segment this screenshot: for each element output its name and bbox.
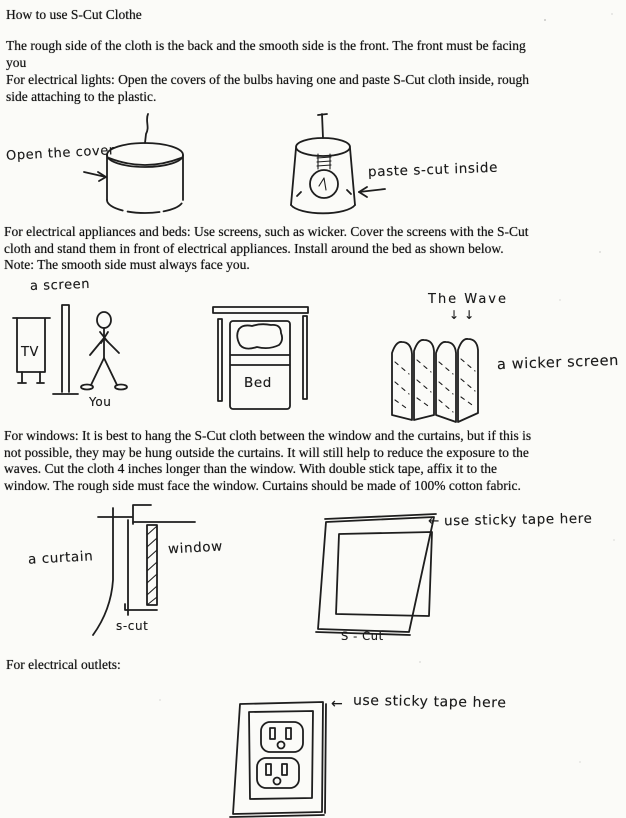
- text-line: waves. Cut the cloth 4 inches longer than the window. With double stick tape, affix it to the: [4, 461, 497, 477]
- lamp-cord: [145, 114, 148, 143]
- person-stick-figure: [81, 312, 127, 390]
- text-line: The rough side of the cloth is the back and the smooth side is the front. The front must be facing: [6, 38, 526, 53]
- text-line: you: [6, 54, 27, 70]
- outlets-heading: For electrical outlets:: [6, 657, 121, 672]
- appliances-paragraph: [4, 224, 528, 274]
- sticky-tape-outlet-label: use sticky tape here: [352, 692, 507, 712]
- a-screen-label: a screen: [29, 276, 91, 295]
- bed-label: Bed: [244, 375, 272, 391]
- left-arrow-icon: ←: [331, 696, 344, 712]
- tv-label: TV: [21, 345, 40, 360]
- bed-drawing: [230, 321, 290, 409]
- scut-label-caps: S - Cut: [341, 629, 384, 643]
- screen-panel-drawing: [53, 305, 78, 394]
- curtain-window-section-drawing: [85, 505, 285, 645]
- lights-paragraph: [6, 72, 529, 105]
- scut-label-small: s-cut: [116, 619, 149, 633]
- wicker-screen-drawing: [385, 332, 500, 430]
- bed-screens-drawing: [195, 295, 320, 420]
- wicker-texture: [395, 359, 475, 412]
- a-curtain-label: a curtain: [27, 548, 94, 568]
- wicker-screen-label: a wicker screen: [496, 352, 620, 374]
- you-label: You: [89, 395, 112, 409]
- paste-scut-label: paste s-cut inside: [367, 159, 499, 181]
- left-arrow-icon: ←: [428, 513, 440, 529]
- text-line: For electrical appliances and beds: Use screens, such as wicker. Cover the screens with the S-Cut: [4, 224, 529, 239]
- text-line: not possible, they may be hung outside the curtains. It will still help to reduce the exposure to the: [4, 444, 529, 460]
- text-line: Note: The smooth side must always face you.: [4, 257, 250, 273]
- down-arrows-icon: ↓ ↓: [449, 308, 475, 322]
- curtain-line: [93, 508, 113, 635]
- windows-paragraph: [4, 428, 531, 494]
- text-line: side attaching to the plastic.: [6, 88, 157, 104]
- the-wave-label: The Wave: [428, 292, 508, 307]
- open-cover-label: Open the cover: [5, 143, 116, 164]
- outlet-socket-top: [261, 722, 303, 752]
- bulb-cord: [322, 114, 323, 138]
- text-line: For windows: It is best to hang the S-Cut cloth between the window and the curtains, but if this is: [4, 428, 532, 443]
- window-label: window: [167, 538, 224, 558]
- text-line: window. The rough side must face the window. Curtains should be made of 100% cotton fabric.: [4, 477, 521, 493]
- sticky-tape-window-label: use sticky tape here: [443, 510, 593, 530]
- intro-paragraph: [6, 38, 526, 71]
- window-glass-bar: [147, 525, 157, 605]
- arrow-to-cover: [84, 172, 106, 181]
- page-title: How to use S-Cut Clothe: [6, 7, 142, 22]
- arrow-to-bulb: [359, 187, 385, 197]
- lamp-cover-drawing: [0, 112, 220, 222]
- light-bulb: [310, 154, 338, 198]
- text-line: For electrical lights: Open the covers of the bulbs having one and paste S-Cut cloth inside, rough: [6, 72, 530, 87]
- window-frame: [336, 532, 432, 616]
- text-line: cloth and stand them in front of electrical appliances. Install around the bed as shown below.: [4, 240, 504, 256]
- outlet-socket-bottom: [257, 758, 299, 788]
